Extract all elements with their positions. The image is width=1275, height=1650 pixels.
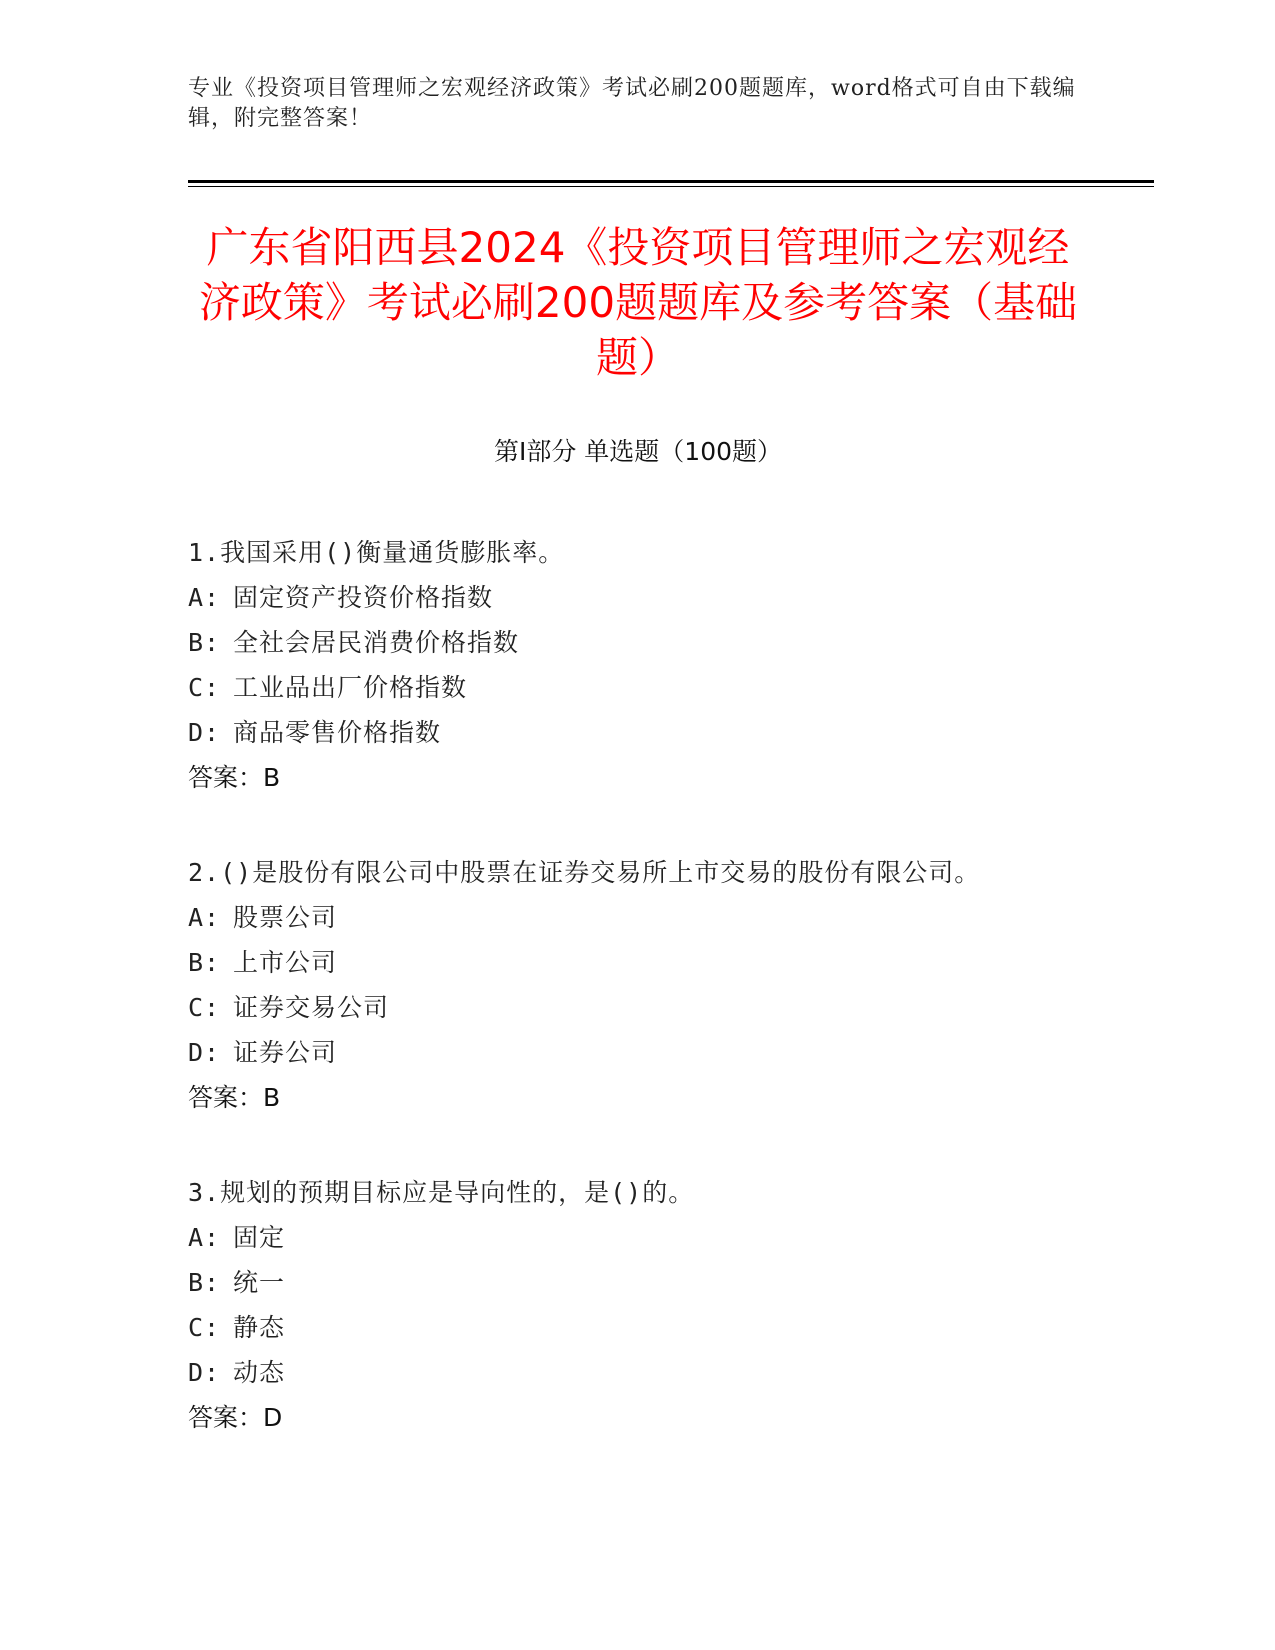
option-text: 固定 xyxy=(233,1223,286,1252)
option-text: 上市公司 xyxy=(233,948,338,977)
option-text: 股票公司 xyxy=(233,903,338,932)
option-key: D: xyxy=(188,718,221,747)
question-stem: 3.规划的预期目标应是导向性的，是()的。 xyxy=(188,1178,695,1207)
option-d xyxy=(188,710,1148,755)
answer-line: 答案：B xyxy=(188,1083,281,1112)
option-d xyxy=(188,1350,1148,1395)
option-a xyxy=(188,1215,1148,1260)
option-b xyxy=(188,940,1148,985)
question-stem: 2.()是股份有限公司中股票在证券交易所上市交易的股份有限公司。 xyxy=(188,858,981,887)
option-key: A: xyxy=(188,583,221,612)
question-item xyxy=(188,530,1148,800)
option-d xyxy=(188,1030,1148,1075)
option-text: 全社会居民消费价格指数 xyxy=(233,628,520,657)
option-a xyxy=(188,575,1148,620)
option-text: 证券公司 xyxy=(233,1038,338,1067)
option-key: B: xyxy=(188,948,221,977)
option-text: 工业品出厂价格指数 xyxy=(233,673,468,702)
option-key: C: xyxy=(188,673,221,702)
answer-line: 答案：D xyxy=(188,1403,283,1432)
answer-line: 答案：B xyxy=(188,763,281,792)
option-key: D: xyxy=(188,1038,221,1067)
option-text: 商品零售价格指数 xyxy=(233,718,442,747)
option-key: C: xyxy=(188,993,221,1022)
option-text: 静态 xyxy=(233,1313,286,1342)
option-key: A: xyxy=(188,903,221,932)
option-key: D: xyxy=(188,1358,221,1387)
document-title: 广东省阳西县2024《投资项目管理师之宏观经济政策》考试必刷200题题库及参考答案（基础题） xyxy=(198,223,1078,382)
header-note: 专业《投资项目管理师之宏观经济政策》考试必刷200题题库，word格式可自由下载编辑，附完整答案！ xyxy=(188,76,1076,131)
option-c xyxy=(188,665,1148,710)
option-b xyxy=(188,1260,1148,1305)
section-title: 第Ⅰ部分 单选题（100题） xyxy=(493,437,783,466)
option-c xyxy=(188,1305,1148,1350)
header-divider-thick xyxy=(188,180,1154,183)
header-divider-thin xyxy=(188,186,1154,187)
option-text: 统一 xyxy=(233,1268,286,1297)
option-text: 固定资产投资价格指数 xyxy=(233,583,494,612)
question-item xyxy=(188,850,1148,1120)
option-key: B: xyxy=(188,1268,221,1297)
option-c xyxy=(188,985,1148,1030)
option-key: A: xyxy=(188,1223,221,1252)
option-text: 证券交易公司 xyxy=(233,993,390,1022)
option-a xyxy=(188,895,1148,940)
option-text: 动态 xyxy=(233,1358,286,1387)
question-item xyxy=(188,1170,1148,1440)
option-key: C: xyxy=(188,1313,221,1342)
option-b xyxy=(188,620,1148,665)
option-key: B: xyxy=(188,628,221,657)
question-stem: 1.我国采用()衡量通货膨胀率。 xyxy=(188,538,565,567)
